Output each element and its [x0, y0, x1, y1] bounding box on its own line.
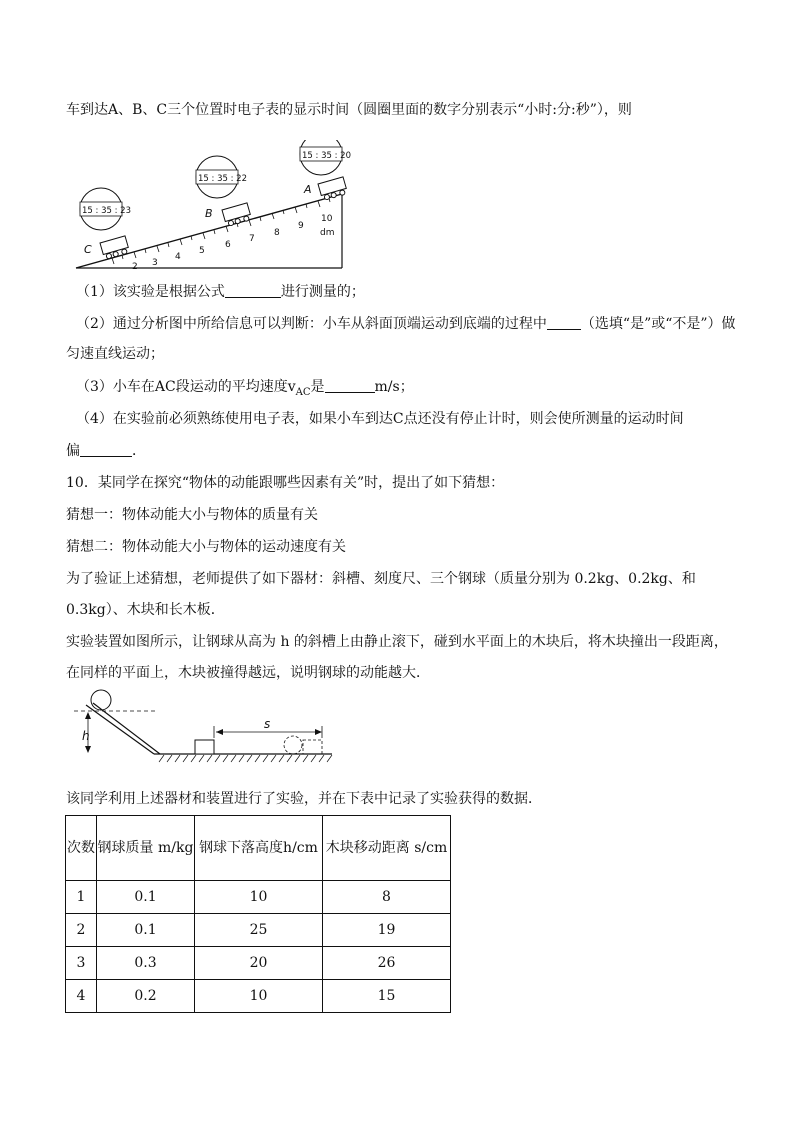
q10-equipment-cont: 0.3kg）、木块和长木板． [66, 602, 225, 618]
table-row [66, 914, 451, 947]
answer-blank-3[interactable] [325, 378, 375, 393]
clock-c-time: 15 : 35 : 23 [82, 206, 131, 216]
tick-3: 3 [152, 258, 158, 268]
tick-7: 7 [249, 234, 255, 244]
cart-c [100, 236, 130, 260]
q9-part4-cont: 偏 ． [66, 443, 146, 459]
col-header-height: 钢球下落高度h/cm [195, 816, 323, 881]
tick-5: 5 [199, 246, 205, 256]
cell: 0.1 [97, 914, 195, 947]
clock-c [80, 188, 131, 230]
clock-b-time: 15 : 35 : 22 [198, 174, 247, 184]
q10-hypothesis-1: 猜想一：物体动能大小与物体的质量有关 [66, 507, 318, 523]
table-header-row [66, 816, 451, 881]
cell: 26 [323, 947, 451, 980]
cell: 8 [323, 881, 451, 914]
cell: 10 [195, 881, 323, 914]
q10-table-intro: 该同学利用上述器材和装置进行了实验，并在下表中记录了实验获得的数据． [66, 791, 542, 807]
q10-title: 10．某同学在探究“物体的动能跟哪些因素有关”时，提出了如下猜想： [66, 475, 505, 491]
q9-part2: （2）通过分析图中所给信息可以判断：小车从斜面顶端运动到底端的过程中 （选填“是”或“不是”）做 [76, 316, 736, 332]
answer-blank-2[interactable] [547, 315, 581, 330]
cart-a [318, 177, 348, 201]
cell: 4 [66, 980, 97, 1013]
unit-dm: dm [320, 228, 335, 238]
clock-a-time: 15 : 35 : 20 [302, 151, 351, 161]
q10-setup-cont: 在同样的平面上，木块被撞得越远，说明钢球的动能越大． [66, 665, 430, 681]
clock-a [300, 140, 351, 175]
data-table [65, 815, 451, 1013]
table-row [66, 980, 451, 1013]
tick-9: 9 [298, 221, 304, 231]
cell: 0.1 [97, 881, 195, 914]
cell: 3 [66, 947, 97, 980]
cell: 25 [195, 914, 323, 947]
label-a: A [304, 183, 312, 196]
incline-figure [72, 140, 362, 275]
q10-setup: 实验装置如图所示，让钢球从高为 h 的斜槽上由静止滚下，碰到水平面上的木块后，将木块撞出一段距离， [66, 634, 728, 650]
label-b: B [205, 207, 213, 220]
tick-10: 10 [321, 214, 333, 224]
q9-part2-cont: 匀速直线运动； [66, 346, 164, 362]
cell: 0.2 [97, 980, 195, 1013]
q10-hypothesis-2: 猜想二：物体动能大小与物体的运动速度有关 [66, 539, 346, 555]
cell: 0.3 [97, 947, 195, 980]
tick-8: 8 [274, 228, 280, 238]
q9-part1: （1）该实验是根据公式 进行测量的； [76, 284, 365, 300]
col-header-trial: 次数 [66, 816, 97, 881]
label-c: C [84, 243, 92, 256]
cell: 1 [66, 881, 97, 914]
cell: 10 [195, 980, 323, 1013]
cell: 15 [323, 980, 451, 1013]
q9-part3: （3）小车在AC段运动的平均速度$v_{AC}$是 m/s； [76, 379, 414, 398]
q10-equipment: 为了验证上述猜想，老师提供了如下器材：斜槽、刻度尺、三个钢球（质量分别为 0.2kg、0.2kg、和 [66, 571, 696, 587]
cell: 20 [195, 947, 323, 980]
cell: 19 [323, 914, 451, 947]
table-row [66, 947, 451, 980]
col-header-mass: 钢球质量 m/kg [97, 816, 195, 881]
label-h: h [82, 729, 90, 743]
col-header-distance: 木块移动距离 s/cm [323, 816, 451, 881]
answer-blank-4[interactable] [80, 442, 132, 457]
tick-2: 2 [132, 262, 138, 272]
q9-part4: （4）在实验前必须熟练使用电子表，如果小车到达C点还没有停止计时，则会使所测量的运动时间 [76, 411, 684, 427]
table-row [66, 881, 451, 914]
tick-6: 6 [225, 240, 231, 250]
answer-blank-1[interactable] [225, 283, 281, 298]
cell: 2 [66, 914, 97, 947]
q9-intro: 车到达A、B、C三个位置时电子表的显示时间（圆圈里面的数字分别表示“小时:分:秒”），则 [66, 102, 632, 118]
ramp-figure [74, 688, 344, 770]
clock-b [196, 156, 247, 198]
label-s: s [264, 717, 271, 731]
cart-b [222, 203, 252, 227]
tick-4: 4 [175, 252, 181, 262]
